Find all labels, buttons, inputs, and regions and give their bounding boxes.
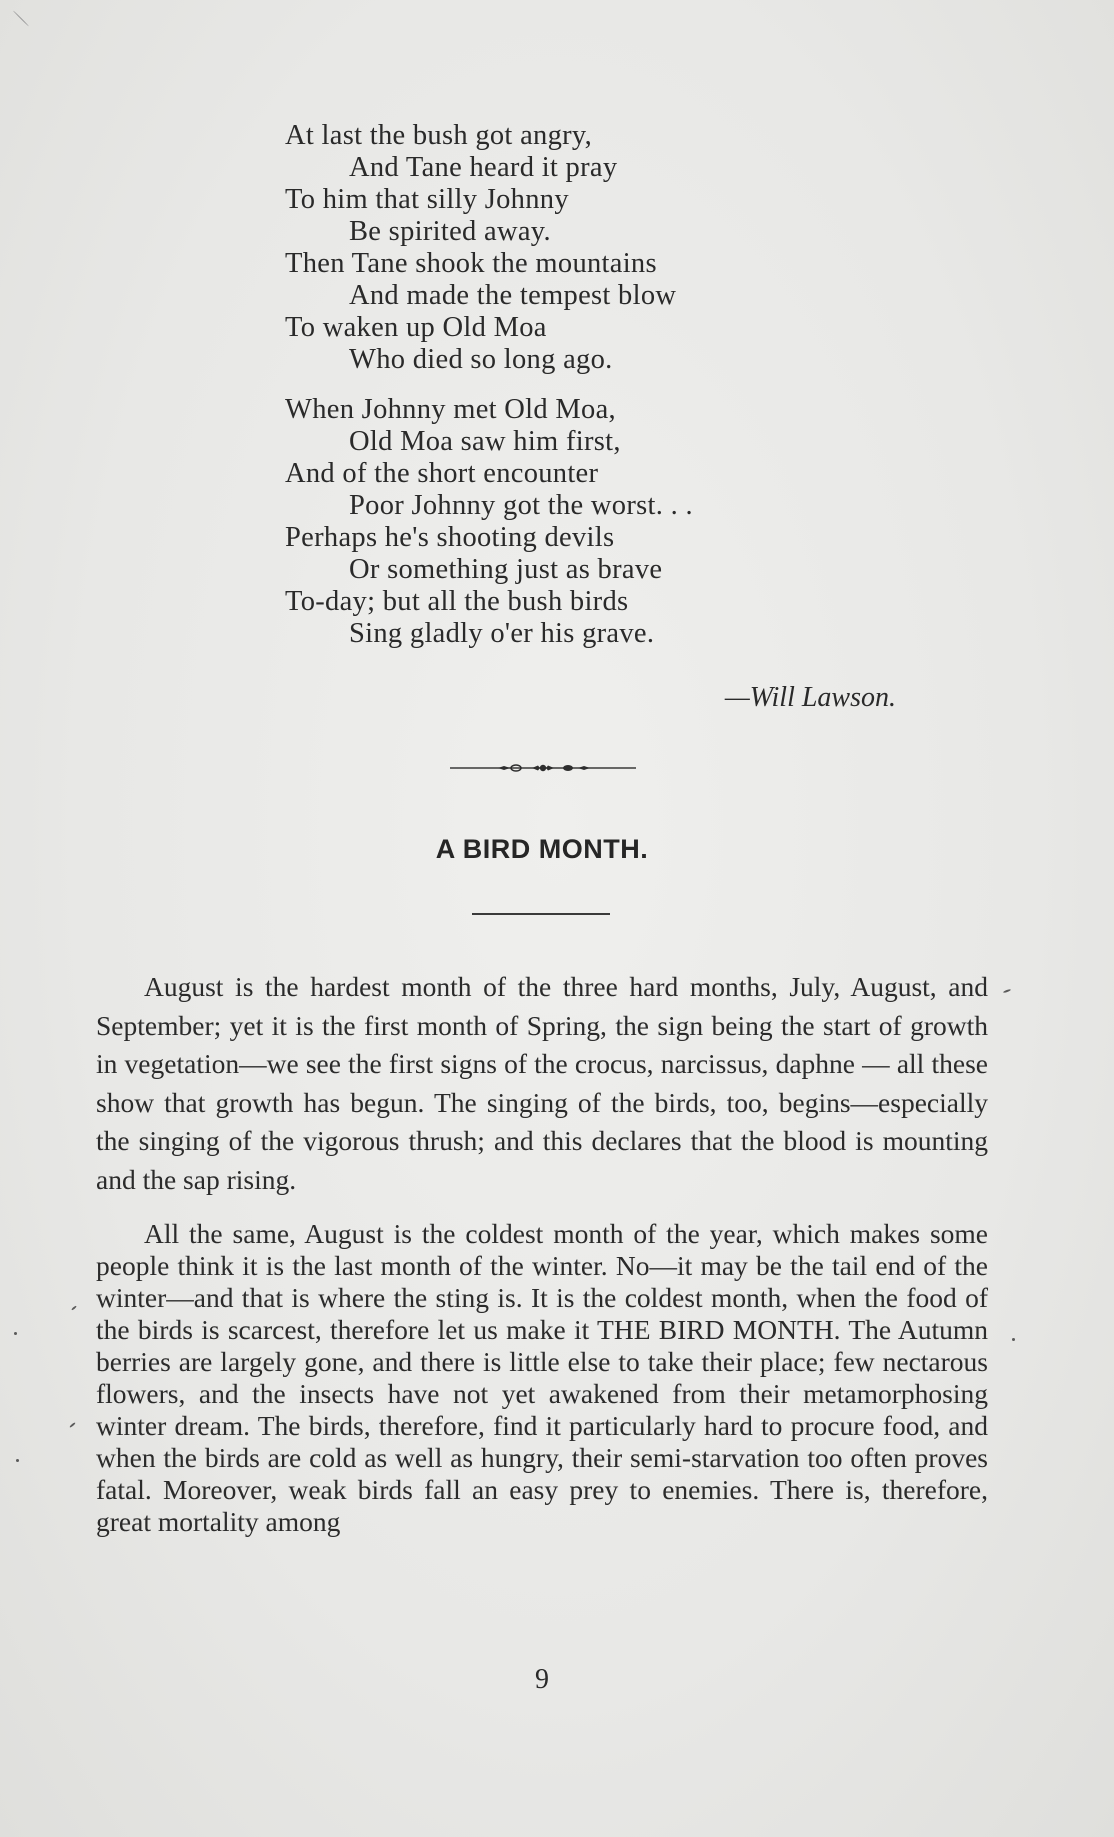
article-title: A BIRD MONTH. xyxy=(435,834,649,864)
poem-line: To-day; but all the bush birds xyxy=(285,586,629,617)
poem-line: To waken up Old Moa xyxy=(285,312,547,343)
poem-line: And Tane heard it pray xyxy=(349,152,618,183)
page-number: 9 xyxy=(535,1664,549,1695)
poem xyxy=(285,120,925,650)
paragraph: August is the hardest month of the three hard months, July, August, and September; yet it is the first month of Spring, the sign being the start of growth in vegetation—we see the first signs of the crocus, narcissus, daphne — all these show that growth has begun. The singing of the birds, too, begins—especially the singing of the vigorous thrush; and this declares that the blood is mounting and the sap rising. xyxy=(96,971,988,1195)
paper-speck xyxy=(16,1459,19,1462)
poem-line: Old Moa saw him first, xyxy=(349,426,621,457)
poem-line: And made the tempest blow xyxy=(349,280,677,311)
poem-line: Then Tane shook the mountains xyxy=(285,248,657,279)
poem-line: And of the short encounter xyxy=(285,458,599,489)
poem-line: When Johnny met Old Moa, xyxy=(285,394,616,425)
poem-stanza-2 xyxy=(285,394,925,650)
title-rule xyxy=(472,913,610,915)
poem-line: Poor Johnny got the worst. . . xyxy=(349,490,693,521)
paper-speck xyxy=(71,1305,77,1310)
poem-line: At last the bush got angry, xyxy=(285,120,593,151)
paper-speck xyxy=(69,1422,76,1428)
poem-attribution: —Will Lawson. xyxy=(724,682,896,713)
poem-line: Or something just as brave xyxy=(349,554,663,585)
poem-line: Who died so long ago. xyxy=(349,344,613,375)
poem-line: Be spirited away. xyxy=(349,216,551,247)
paper-speck xyxy=(1012,1338,1015,1341)
paper-speck xyxy=(1003,989,1011,994)
ornament-divider-icon xyxy=(450,757,636,779)
poem-line: Perhaps he's shooting devils xyxy=(285,522,615,553)
poem-line: To him that silly Johnny xyxy=(285,184,569,215)
paragraph: All the same, August is the coldest month of the year, which makes some people think it is the last month of the winter. No—it may be the tail end of the winter—and that is where the sting is. It is the coldest month, when the food of the birds is scarcest, therefore let us make it THE BIRD MONTH. The Autumn berries are largely gone, and there is little else to take their place; few nectarous flowers, and the insects have not yet awakened from their metamorphosing winter dream. The birds, therefore, find it particularly hard to procure food, and when the birds are cold as well as hungry, their semi-starvation too often proves fatal. Moreover, weak birds fall an easy prey to enemies. There is, therefore, great mortality among xyxy=(96,1218,988,1537)
paper-speck xyxy=(13,10,29,26)
poem-line: Sing gladly o'er his grave. xyxy=(349,618,655,649)
paper-speck xyxy=(14,1332,17,1335)
poem-stanza-1 xyxy=(285,120,925,376)
article-body xyxy=(96,968,988,1538)
